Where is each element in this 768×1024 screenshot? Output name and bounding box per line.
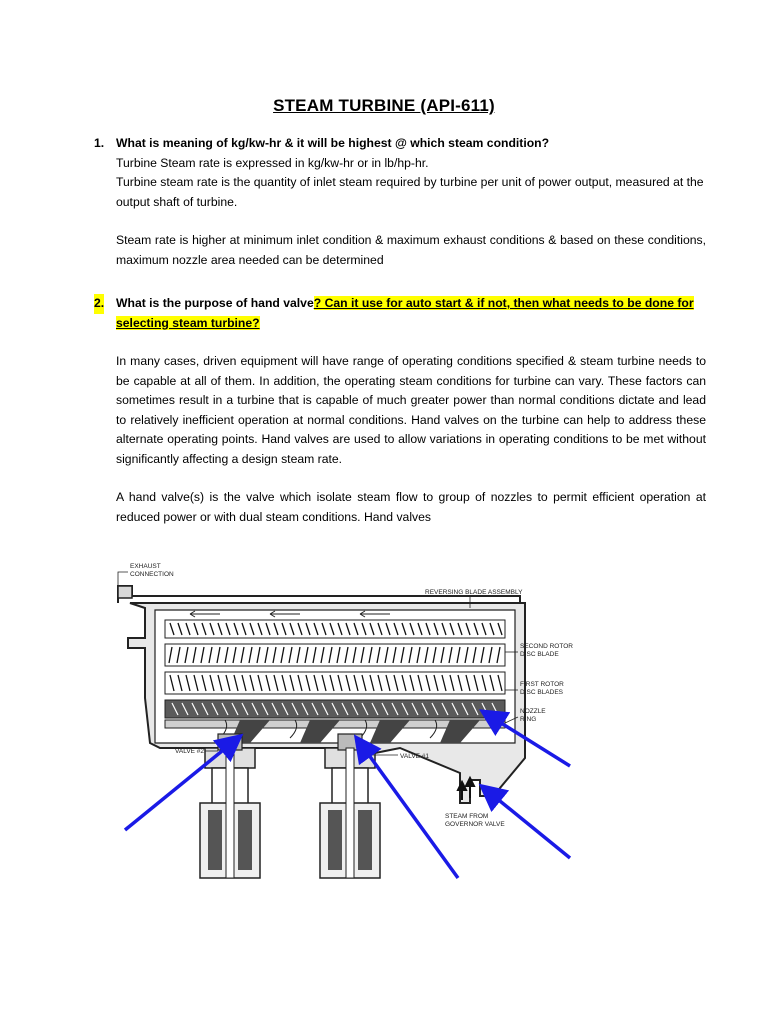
label-second-rotor-1: SECOND ROTOR bbox=[520, 643, 573, 650]
turbine-cross-section bbox=[100, 548, 580, 888]
label-reversing: REVERSING BLADE ASSEMBLY bbox=[425, 589, 523, 596]
page-title: STEAM TURBINE (API-611) bbox=[273, 96, 495, 115]
question-text bbox=[116, 294, 706, 333]
answer-paragraph: In many cases, driven equipment will have range of operating conditions specified & steam turbine needs to be capable at all of them. In addition, the operating steam conditions for turbine can vary. These factors can sometimes result in a turbine that is capable of much greater power than normal conditions dictate and lead to relatively inefficient operation at normal conditions. Hand valves on the turbine can help to address these alternate operating points. Hand valves are used to allow variations in operating conditions to be met without significantly affecting a design steam rate. bbox=[116, 354, 706, 466]
label-steam-1: STEAM FROM bbox=[445, 813, 489, 820]
label-first-rotor-1: FIRST ROTOR bbox=[520, 681, 564, 688]
label-valve-1: VALVE #1 bbox=[400, 753, 430, 760]
label-exhaust-1: EXHAUST bbox=[130, 563, 161, 570]
question-number: 1. bbox=[94, 136, 105, 150]
answer-line: Turbine steam rate is the quantity of inlet steam required by turbine per unit of power output, measured at the output shaft of turbine. bbox=[116, 175, 704, 209]
label-valve-2: VALVE #2 bbox=[175, 748, 205, 755]
label-nozzle-2: RING bbox=[520, 716, 537, 723]
answer-line: Turbine Steam rate is expressed in kg/kw-hr or in lb/hp-hr. bbox=[116, 155, 429, 170]
question-text-part-a: What is the purpose of hand valve bbox=[116, 296, 314, 310]
question-text-highlight: ? Can it use for auto start & if not, then what needs to be done for selecting steam turbine? bbox=[116, 296, 694, 330]
answer-paragraph: Steam rate is higher at minimum inlet condition & maximum exhaust conditions & based on these conditions, maximum nozzle area needed can be determined bbox=[116, 233, 706, 267]
question-number: 2. bbox=[94, 294, 104, 314]
label-first-rotor-2: DISC BLADES bbox=[520, 689, 563, 696]
answer-paragraph: A hand valve(s) is the valve which isolate steam flow to group of nozzles to permit efficient operation at reduced power or with dual steam conditions. Hand valves bbox=[116, 490, 706, 524]
question-2 bbox=[96, 294, 706, 527]
label-steam-2: GOVERNOR VALVE bbox=[445, 821, 505, 828]
valve-2-assembly bbox=[200, 734, 260, 878]
label-nozzle-1: NOZZLE bbox=[520, 708, 546, 715]
question-text: What is meaning of kg/kw-hr & it will be highest @ which steam condition? bbox=[116, 136, 550, 150]
steam-turbine-diagram bbox=[100, 548, 580, 888]
question-1 bbox=[96, 134, 706, 270]
label-second-rotor-2: DISC BLADE bbox=[520, 651, 559, 658]
label-exhaust-2: CONNECTION bbox=[130, 571, 174, 578]
exhaust-pipe bbox=[118, 586, 132, 598]
